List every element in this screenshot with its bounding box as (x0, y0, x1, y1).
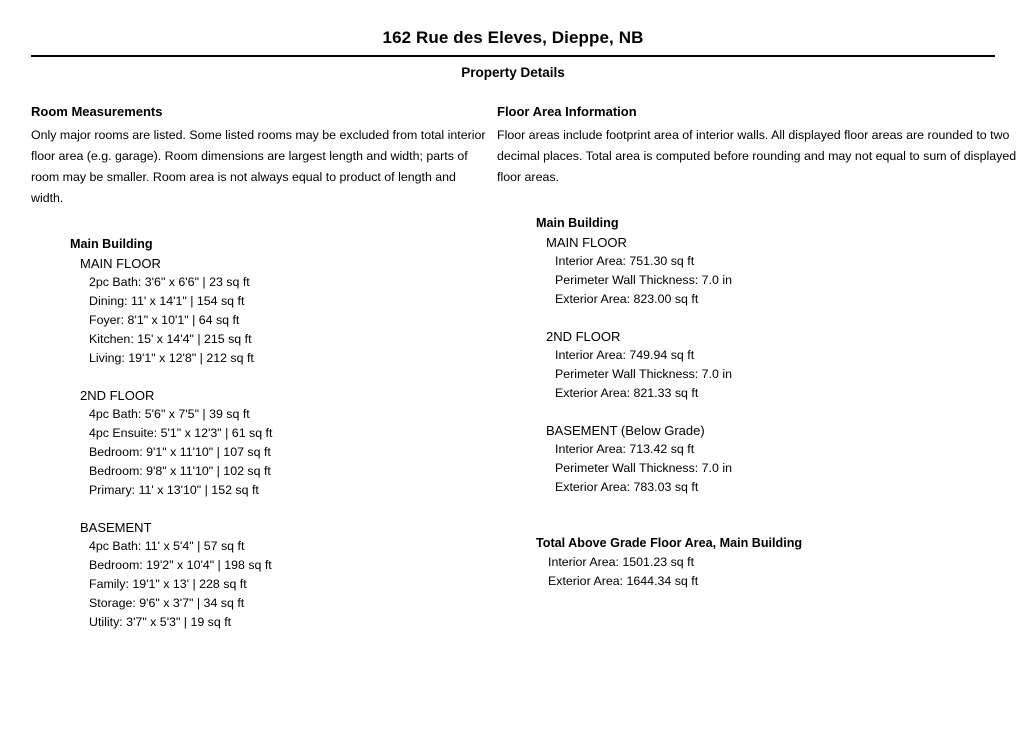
page-title: 162 Rue des Eleves, Dieppe, NB (382, 28, 644, 47)
area-floor-name: 2ND FLOOR (546, 329, 621, 344)
area-entry: Interior Area: 713.42 sq ft (555, 442, 695, 456)
area-floor-block (497, 327, 1026, 403)
total-above-grade-block (497, 534, 1026, 591)
room-entry: Family: 19'1" x 13' | 228 sq ft (89, 577, 247, 591)
room-entry: Bedroom: 19'2" x 10'4" | 198 sq ft (89, 558, 272, 572)
room-entry: 4pc Bath: 5'6" x 7'5" | 39 sq ft (89, 407, 250, 421)
total-above-grade-heading: Total Above Grade Floor Area, Main Building (536, 536, 803, 550)
room-entry: Primary: 11' x 13'10" | 152 sq ft (89, 483, 259, 497)
page-subtitle: Property Details (461, 65, 565, 80)
room-floor-block (31, 386, 489, 500)
content-columns (0, 104, 1026, 632)
area-floor-block (497, 233, 1026, 309)
room-entry: Bedroom: 9'1" x 11'10" | 107 sq ft (89, 445, 271, 459)
room-floor-name: 2ND FLOOR (80, 388, 155, 403)
room-floor-name: MAIN FLOOR (80, 256, 161, 271)
floor-area-intro: Floor areas include footprint area of interior walls. All displayed floor areas are rounded to two decimal places. Total area is computed before rounding and may not equal to sum of displayed floor areas. (497, 128, 1017, 184)
room-building-name: Main Building (70, 237, 153, 251)
area-entry: Interior Area: 751.30 sq ft (555, 254, 695, 268)
area-entry: Exterior Area: 823.00 sq ft (555, 292, 699, 306)
floor-area-heading: Floor Area Information (497, 104, 637, 119)
room-entry: Bedroom: 9'8" x 11'10" | 102 sq ft (89, 464, 271, 478)
area-entry: Interior Area: 749.94 sq ft (555, 348, 695, 362)
room-floor-name: BASEMENT (80, 520, 152, 535)
room-entry: 4pc Bath: 11' x 5'4" | 57 sq ft (89, 539, 245, 553)
area-entry: Exterior Area: 783.03 sq ft (555, 480, 699, 494)
room-entry: 4pc Ensuite: 5'1" x 12'3" | 61 sq ft (89, 426, 273, 440)
room-entry: Foyer: 8'1" x 10'1" | 64 sq ft (89, 313, 240, 327)
area-entry: Perimeter Wall Thickness: 7.0 in (555, 461, 732, 475)
room-entry: Kitchen: 15' x 14'4" | 215 sq ft (89, 332, 252, 346)
room-building-block (31, 235, 489, 632)
total-entry: Interior Area: 1501.23 sq ft (548, 555, 695, 569)
area-building-block (497, 214, 1026, 497)
total-entry: Exterior Area: 1644.34 sq ft (548, 574, 699, 588)
area-floor-name: BASEMENT (Below Grade) (546, 423, 705, 438)
room-measurements-heading: Room Measurements (31, 104, 163, 119)
room-entry: Dining: 11' x 14'1" | 154 sq ft (89, 294, 245, 308)
room-measurements-intro: Only major rooms are listed. Some listed rooms may be excluded from total interior floor area (e.g. garage). Room dimensions are largest length and width; parts of room may be smaller. Room area is not always equal to product of length and width. (31, 128, 486, 205)
room-measurements-column (0, 104, 497, 632)
area-building-name: Main Building (536, 216, 619, 230)
room-entry: Utility: 3'7" x 5'3" | 19 sq ft (89, 615, 232, 629)
title-divider (31, 55, 995, 57)
area-entry: Exterior Area: 821.33 sq ft (555, 386, 699, 400)
floor-area-column (497, 104, 1026, 632)
room-entry: Storage: 9'6" x 3'7" | 34 sq ft (89, 596, 245, 610)
area-floor-block (497, 421, 1026, 497)
room-entry: Living: 19'1" x 12'8" | 212 sq ft (89, 351, 254, 365)
area-entry: Perimeter Wall Thickness: 7.0 in (555, 367, 732, 381)
room-floor-block (31, 518, 489, 632)
area-floor-name: MAIN FLOOR (546, 235, 627, 250)
room-entry: 2pc Bath: 3'6" x 6'6" | 23 sq ft (89, 275, 250, 289)
area-entry: Perimeter Wall Thickness: 7.0 in (555, 273, 732, 287)
room-floor-block (31, 254, 489, 368)
